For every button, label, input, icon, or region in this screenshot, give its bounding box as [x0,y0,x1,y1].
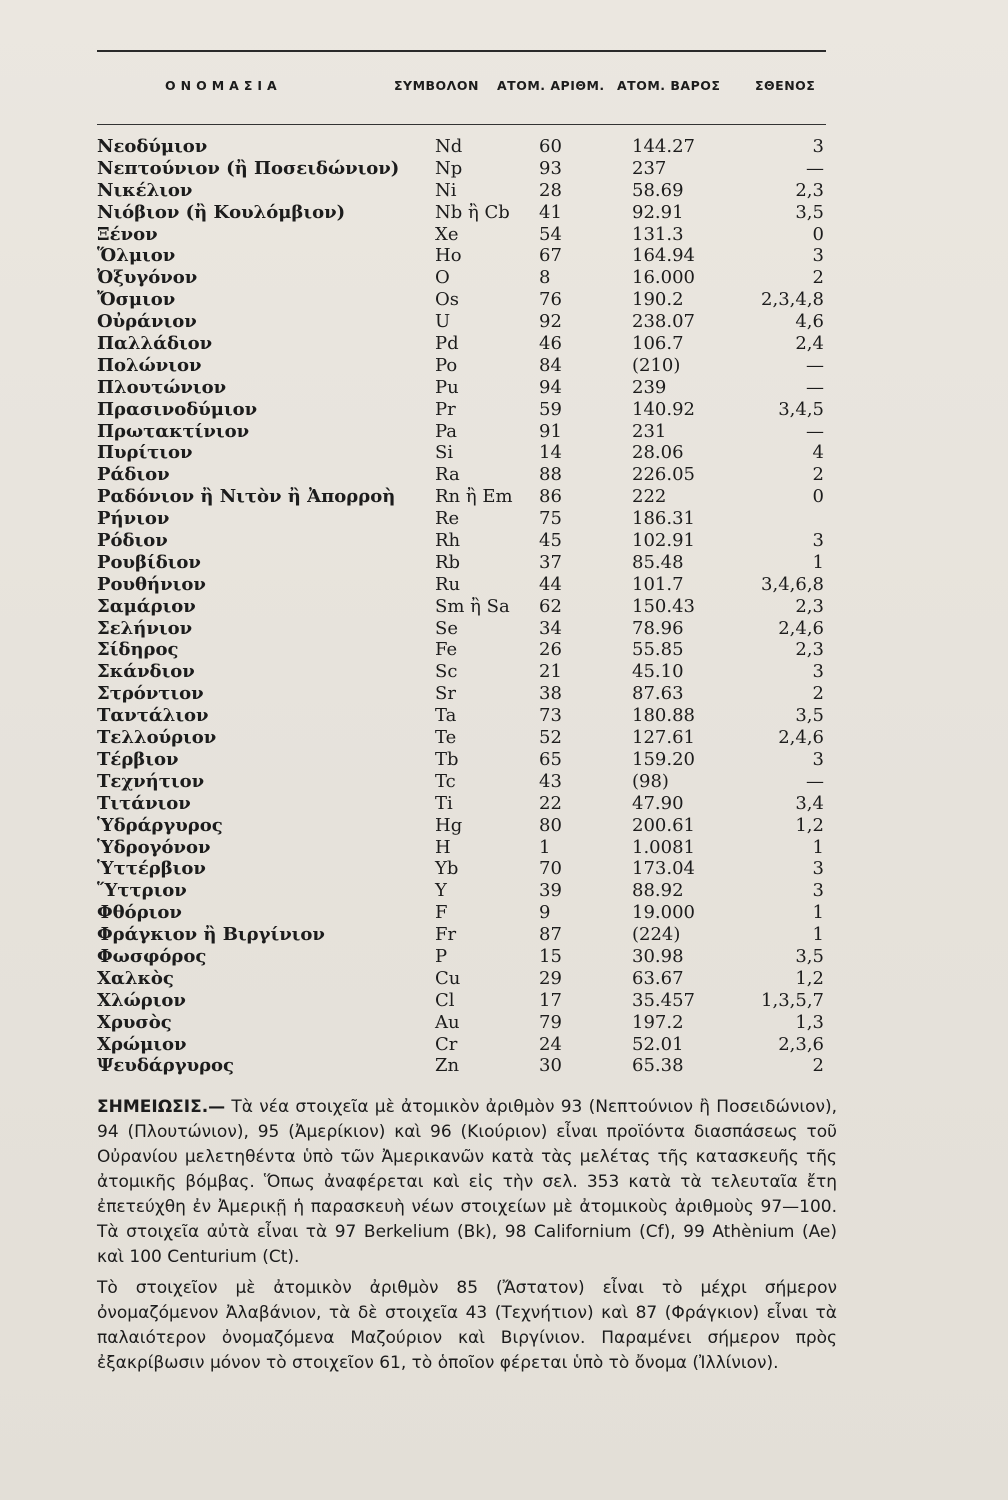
atomic-number: 30 [539,1055,562,1077]
note-2 [97,1276,837,1376]
element-name: Ὑδρογόνον [97,836,211,858]
valence: — [806,420,824,442]
atomic-number: 84 [539,354,562,376]
note-2-text: Τὸ στοιχεῖον μὲ ἀτομικὸν ἀριθμὸν 85 (Ἄστατον) εἶναι τὸ μέχρι σήμερον ὀνομαζόμενον Ἀλαβάνιον, τὰ δὲ στοιχεῖα 43 (Τεχνήτιον) καὶ 87 (Φράγκιον) εἶναι τὰ παλαιότερον ὀνομαζόμενα Μαζούριον καὶ Βιργίνιον. Παραμένει σήμερον πρὸς ἐξακρίβωσιν μόνον τὸ στοιχεῖον 61, τὸ ὁποῖον φέρεται ὑπὸ τὸ ὄνομα (Ἰλλίνιον). [97,1278,837,1373]
atomic-weight: 144.27 [632,136,695,157]
atomic-weight: 238.07 [632,311,695,333]
valence: 3 [812,858,824,880]
atomic-number: 14 [539,442,562,464]
table-row [97,442,826,464]
atomic-weight: 237 [632,157,667,179]
element-symbol: Os [435,289,459,311]
notes-label: ΣΗΜΕΙΩΣΙΣ.— [97,1097,226,1117]
table-row [97,639,826,661]
element-symbol: P [435,945,448,967]
element-symbol: O [435,267,450,289]
atomic-weight: 180.88 [632,705,695,727]
valence: 4 [812,442,824,464]
atomic-weight: 186.31 [632,508,695,530]
element-name: Ρουβίδιον [97,551,201,573]
element-symbol: Nb ἢ Cb [435,201,510,223]
atomic-weight: 106.7 [632,333,684,355]
table-row [97,924,826,946]
header-valence: ΣΘΕΝΟΣ [755,78,816,93]
atomic-number: 76 [539,289,562,311]
atomic-number: 91 [539,420,562,442]
table-row [97,858,826,880]
table-row [97,464,826,486]
atomic-weight: 63.67 [632,967,684,989]
valence: 3,5 [795,945,824,967]
atomic-number: 86 [539,486,562,508]
atomic-number: 87 [539,924,562,946]
atomic-weight: 55.85 [632,639,684,661]
header-symbol: ΣΥΜΒΟΛΟΝ [394,78,479,93]
atomic-weight: 1.0081 [632,836,695,858]
valence: 3 [812,136,824,157]
valence: 3,5 [795,201,824,223]
atomic-number: 21 [539,661,562,683]
valence: 3 [812,748,824,770]
valence: 2,3,6 [778,1033,824,1055]
valence: 1,3,5,7 [761,989,824,1011]
notes-section [97,1095,837,1376]
valence: 2 [812,683,824,705]
table-row [97,158,826,180]
atomic-number: 37 [539,551,562,573]
element-name: Σκάνδιον [97,661,195,683]
table-row [97,355,826,377]
atomic-weight: 173.04 [632,858,695,880]
atomic-number: 9 [539,902,551,924]
valence: 0 [812,486,824,508]
atomic-weight: 19.000 [632,902,695,924]
element-symbol: Tc [435,770,456,792]
element-symbol: Zn [435,1055,460,1077]
atomic-number: 80 [539,814,562,836]
atomic-number: 29 [539,967,562,989]
element-symbol: Rn ἢ Em [435,486,513,508]
element-name: Φθόριον [97,902,182,924]
valence: 3,5 [795,705,824,727]
valence: 3 [812,880,824,902]
valence: 1,2 [795,967,824,989]
atomic-number: 44 [539,573,562,595]
element-name: Χλώριον [97,989,186,1011]
atomic-weight: 159.20 [632,748,695,770]
element-name: Ράδιον [97,464,170,486]
element-name: Ρόδιον [97,530,168,552]
table-row [97,902,826,924]
element-symbol: Np [435,157,463,179]
element-symbol: Y [435,880,447,902]
valence: 3 [812,530,824,552]
atomic-number: 73 [539,705,562,727]
table-row [97,837,826,859]
valence: 4,6 [795,311,824,333]
atomic-number: 46 [539,333,562,355]
table-row [97,289,826,311]
element-name: Τιτάνιον [97,792,191,814]
atomic-weight: 87.63 [632,683,684,705]
valence: 3,4 [795,792,824,814]
atomic-weight: 127.61 [632,727,695,749]
element-symbol: Xe [435,223,459,245]
atomic-weight: 140.92 [632,398,695,420]
table-row [97,749,826,771]
table-row [97,399,826,421]
table-row [97,1034,826,1056]
atomic-number: 24 [539,1033,562,1055]
element-name: Ὄσμιον [97,289,176,311]
atomic-number: 54 [539,223,562,245]
element-name: Ὑττέρβιον [97,858,206,880]
table-row [97,727,826,749]
atomic-number: 15 [539,945,562,967]
atomic-weight: 58.69 [632,179,684,201]
element-name: Ὑδράργυρος [97,814,223,836]
element-name: Πλουτώνιον [97,376,227,398]
table-row [97,705,826,727]
table-row [97,596,826,618]
element-name: Τέρβιον [97,748,179,770]
element-name: Ραδόνιον ἢ Νιτὸν ἢ Ἀπορροὴ [97,486,396,508]
atomic-number: 92 [539,311,562,333]
valence: 2,3 [795,595,824,617]
atomic-weight: 16.000 [632,267,695,289]
atomic-weight: 28.06 [632,442,684,464]
element-name: Ὀξυγόνον [97,267,198,289]
atomic-weight: 231 [632,420,667,442]
valence: 3 [812,245,824,267]
element-name: Σελήνιον [97,617,193,639]
table-row [97,136,826,158]
element-name: Τελλούριον [97,727,217,749]
note-1 [97,1095,837,1270]
atomic-number: 38 [539,683,562,705]
element-symbol: Te [435,727,457,749]
table-row [97,618,826,640]
table-row [97,333,826,355]
atomic-weight: 131.3 [632,223,684,245]
valence: 0 [812,223,824,245]
atomic-weight: 101.7 [632,573,684,595]
atomic-weight: 190.2 [632,289,684,311]
element-name: Παλλάδιον [97,333,213,355]
atomic-number: 75 [539,508,562,530]
valence: 2 [812,464,824,486]
atomic-number: 34 [539,617,562,639]
element-name: Πυρίτιον [97,442,193,464]
element-name: Πρωτακτίνιον [97,420,250,442]
table-row [97,421,826,443]
valence: 2 [812,1055,824,1077]
atomic-weight: (98) [632,770,669,792]
table-row [97,946,826,968]
table-row [97,574,826,596]
element-symbol: Ta [435,705,457,727]
valence: — [806,354,824,376]
element-symbol: Ho [435,245,462,267]
atomic-number: 17 [539,989,562,1011]
valence: 2,4,6 [778,727,824,749]
header-atomic-number: ΑΤΟΜ. ΑΡΙΘΜ. [497,78,605,93]
atomic-weight: 52.01 [632,1033,684,1055]
element-name: Χρώμιον [97,1033,187,1055]
table-row [97,771,826,793]
atomic-number: 60 [539,136,562,157]
atomic-number: 22 [539,792,562,814]
element-name: Ψευδάργυρος [97,1055,235,1077]
element-symbol: Si [435,442,454,464]
element-symbol: F [435,902,448,924]
element-symbol: Cl [435,989,455,1011]
atomic-number: 8 [539,267,551,289]
element-name: Σαμάριον [97,595,196,617]
element-name: Σίδηρος [97,639,179,661]
atomic-number: 52 [539,727,562,749]
atomic-number: 65 [539,748,562,770]
atomic-number: 88 [539,464,562,486]
table-row [97,202,826,224]
valence: 3,4,5 [778,398,824,420]
element-symbol: Ni [435,179,457,201]
atomic-weight: 150.43 [632,595,695,617]
header-rule [97,124,826,125]
element-symbol: Fr [435,924,457,946]
table-row [97,486,826,508]
atomic-number: 41 [539,201,562,223]
valence: 3,4,6,8 [761,573,824,595]
element-symbol: Sm ἢ Sa [435,595,510,617]
atomic-number: 94 [539,376,562,398]
element-symbol: Rh [435,530,461,552]
atomic-weight: 226.05 [632,464,695,486]
atomic-number: 43 [539,770,562,792]
element-symbol: Pa [435,420,458,442]
valence: 2,3,4,8 [761,289,824,311]
atomic-weight: 45.10 [632,661,684,683]
valence: 2 [812,267,824,289]
atomic-number: 70 [539,858,562,880]
element-symbol: Pd [435,333,459,355]
element-symbol: Ti [435,792,453,814]
note-1-text: Τὰ νέα στοιχεῖα μὲ ἀτομικὸν ἀριθμὸν 93 (Νεπτούνιον ἢ Ποσειδώνιον), 94 (Πλουτώνιον), 95 (Ἀμερίκιον) καὶ 96 (Κιούριον) εἶναι προϊόντα διασπάσεως τοῦ Οὐρανίου μελετηθέντα ὑπὸ τῶν Ἀμερικανῶν κατὰ τὰς μελέτας τῆς κατασκευῆς τῆς ἀτομικῆς βόμβας. Ὅπως ἀναφέρεται καὶ εἰς τὴν σελ. 353 κατὰ τὰ τελευταῖα ἔτη ἐπετεύχθη ἐν Ἀμερικῇ ἡ παρασκευὴ νέων στοιχείων μὲ ἀτομικοὺς ἀριθμοὺς 97—100. Τὰ στοιχεῖα αὐτὰ εἶναι τὰ 97 Berkelium (Bk), 98 Californium (Cf), 99 Athènium (Ae) καὶ 100 Centurium (Ct). [97,1097,837,1267]
element-name: Ρήνιον [97,508,170,530]
atomic-number: 62 [539,595,562,617]
element-symbol: Ru [435,573,461,595]
element-symbol: Ra [435,464,460,486]
element-symbol: Cu [435,967,461,989]
atomic-weight: 197.2 [632,1011,684,1033]
element-name: Νεοδύμιον [97,136,208,157]
element-symbol: Hg [435,814,463,836]
table-row [97,530,826,552]
table-row [97,552,826,574]
atomic-number: 67 [539,245,562,267]
atomic-number: 45 [539,530,562,552]
valence: 2,3 [795,639,824,661]
element-name: Χρυσὸς [97,1011,172,1033]
valence: 1,2 [795,814,824,836]
atomic-weight: 164.94 [632,245,695,267]
table-row [97,990,826,1012]
element-name: Νιόβιον (ἢ Κουλόμβιον) [97,201,346,223]
valence: 2,4,6 [778,617,824,639]
atomic-number: 1 [539,836,551,858]
element-name: Χαλκὸς [97,967,174,989]
element-symbol: Cr [435,1033,458,1055]
element-symbol: Tb [435,748,459,770]
valence: 2,4 [795,333,824,355]
atomic-weight: (210) [632,354,681,376]
atomic-weight: 47.90 [632,792,684,814]
atomic-weight: 85.48 [632,551,684,573]
table-row [97,793,826,815]
valence: 3 [812,661,824,683]
table-row [97,683,826,705]
valence: — [806,376,824,398]
element-symbol: Rb [435,551,461,573]
table-row [97,1055,826,1077]
atomic-weight: 222 [632,486,667,508]
element-name: Ὅλμιον [97,245,176,267]
valence: 1 [812,551,824,573]
header-name: ΟΝΟΜΑΣΙΑ [165,78,282,93]
element-symbol: Yb [435,858,459,880]
table-row [97,880,826,902]
atomic-weight: 35.457 [632,989,695,1011]
element-symbol: H [435,836,451,858]
element-symbol: Po [435,354,458,376]
element-name: Φωσφόρος [97,945,207,967]
table-row [97,968,826,990]
atomic-weight: 65.38 [632,1055,684,1077]
table-header [97,78,826,102]
element-name: Στρόντιον [97,683,204,705]
atomic-number: 93 [539,157,562,179]
element-name: Φράγκιον ἢ Βιργίνιον [97,924,325,946]
element-name: Ὕττριον [97,880,187,902]
atomic-weight: (224) [632,924,681,946]
table-row [97,661,826,683]
valence: 1 [812,924,824,946]
top-rule [97,50,826,52]
element-name: Πολώνιον [97,354,202,376]
element-name: Ξένον [97,223,158,245]
atomic-weight: 78.96 [632,617,684,639]
element-name: Νικέλιον [97,179,193,201]
table-row [97,815,826,837]
element-symbol: Sr [435,683,456,705]
element-symbol: Fe [435,639,458,661]
atomic-weight: 92.91 [632,201,684,223]
element-name: Πρασινοδύμιον [97,398,258,420]
valence: 2,3 [795,179,824,201]
table-row [97,508,826,530]
table-row [97,267,826,289]
atomic-number: 28 [539,179,562,201]
atomic-weight: 200.61 [632,814,695,836]
atomic-weight: 102.91 [632,530,695,552]
valence: 1 [812,902,824,924]
table-row [97,245,826,267]
valence: 1 [812,836,824,858]
table-row [97,377,826,399]
element-symbol: Nd [435,136,463,157]
element-symbol: U [435,311,451,333]
atomic-number: 59 [539,398,562,420]
atomic-weight: 88.92 [632,880,684,902]
element-symbol: Re [435,508,460,530]
element-symbol: Pr [435,398,456,420]
atomic-number: 39 [539,880,562,902]
element-name: Ρουθήνιον [97,573,206,595]
elements-table [97,136,826,1077]
element-symbol: Sc [435,661,458,683]
element-name: Νεπτούνιον (ἢ Ποσειδώνιον) [97,157,400,179]
atomic-number: 26 [539,639,562,661]
table-row [97,311,826,333]
valence: — [806,157,824,179]
header-atomic-weight: ΑΤΟΜ. ΒΑΡΟΣ [617,78,721,93]
valence: — [806,770,824,792]
valence: 1,3 [795,1011,824,1033]
element-symbol: Au [435,1011,460,1033]
element-name: Τεχνήτιον [97,770,205,792]
table-row [97,180,826,202]
atomic-weight: 239 [632,376,667,398]
element-symbol: Se [435,617,458,639]
atomic-number: 79 [539,1011,562,1033]
table-row [97,224,826,246]
element-symbol: Pu [435,376,459,398]
atomic-weight: 30.98 [632,945,684,967]
element-name: Ταντάλιον [97,705,209,727]
element-name: Οὐράνιον [97,311,197,333]
table-row [97,1012,826,1034]
